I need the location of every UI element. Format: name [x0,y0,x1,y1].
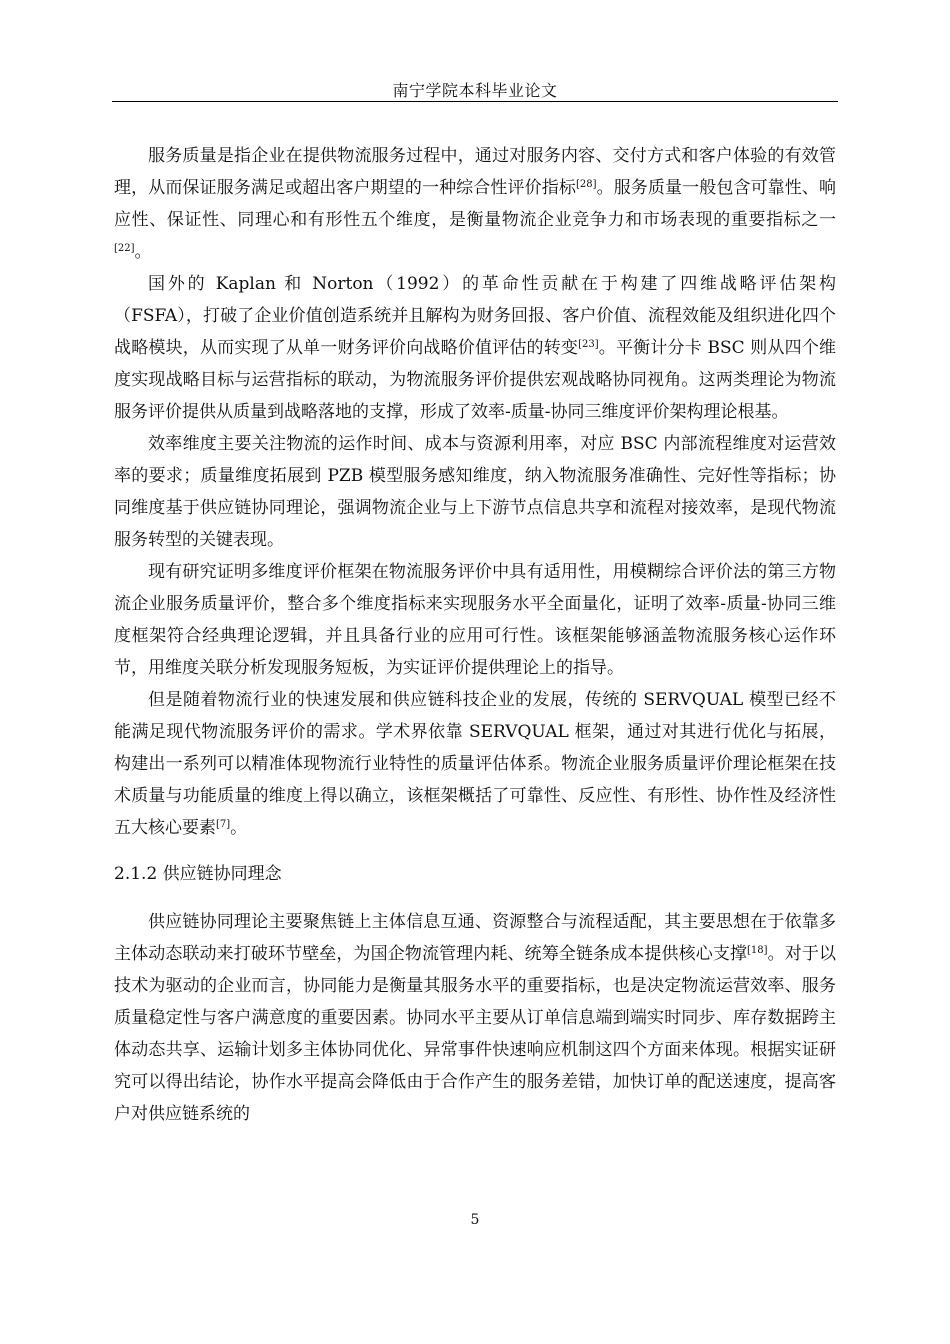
header-divider [112,101,838,102]
citation-ref: [28] [575,179,597,190]
paragraph-text: 供应链协同理论主要聚焦链上主体信息互通、资源整合与流程适配，其主要思想在于依靠多主体动态联动来打破环节壁垒，为国企物流管理内耗、统筹全链条成本提供核心支撑 [114,912,836,964]
paragraph-text: 。 [230,818,248,838]
paragraph-text: 。对于以技术为驱动的企业而言，协同能力是衡量其服务水平的重要指标，也是决定物流运营效率、服务质量稳定性与客户满意度的重要因素。协同水平主要从订单信息端到端实时同步、库存数据跨主体动态共享、运输计划多主体协同优化、异常事件快速响应机制这四个方面来体现。根据实证研究可以得出结论，协作水平提高会降低由于合作产生的服务差错，加快订单的配送速度，提高客户对供应链系统的 [114,944,836,1124]
paragraph-text: 。平衡计分卡 BSC 则从四个维度实现战略目标与运营指标的联动，为物流服务评价提供宏观战略协同视角。这两类理论为物流服务评价提供从质量到战略落地的支撑，形成了效率-质量-协同三维度评价架构理论根基。 [114,338,837,422]
paragraph-text: 服务质量是指企业在提供物流服务过程中，通过对服务内容、交付方式和客户体验的有效管理，从而保证服务满足或超出客户期望的一种综合性评价指标 [114,146,836,198]
paragraph-supply-chain-collaboration [114,906,836,1130]
citation-ref: [7] [216,819,231,830]
paragraph-efficiency-dimension [114,428,836,556]
paragraph-kaplan-norton [114,268,836,428]
paragraph-text: 。服务质量一般包含可靠性、响应性、保证性、同理心和有形性五个维度，是衡量物流企业竞争力和市场表现的重要指标之一 [114,178,837,230]
citation-ref: [18] [747,945,768,956]
paragraph-text: 效率维度主要关注物流的运作时间、成本与资源利用率，对应 BSC 内部流程维度对运营效率的要求；质量维度拓展到 PZB 模型服务感知维度，纳入物流服务准确性、完好性等指标；协同维度基于供应链协同理论，强调物流企业与上下游节点信息共享和流程对接效率，是现代物流服务转型的关键表现。 [114,434,836,550]
page-header-title: 南宁学院本科毕业论文 [392,81,558,100]
paragraph-servqual [114,684,836,844]
citation-ref: [22] [114,243,135,254]
paragraph-multi-dimension-framework [114,556,836,684]
citation-ref: [23] [578,339,599,350]
paragraph-service-quality [114,140,836,268]
section-heading: 2.1.2 供应链协同理念 [114,864,282,884]
paragraph-text: 国外的 Kaplan 和 Norton（1992）的革命性贡献在于构建了四维战略评估架构（FSFA），打破了企业价值创造系统并且解构为财务回报、客户价值、流程效能及组织进化四个战略模块，从而实现了从单一财务评价向战略价值评估的转变 [114,274,836,358]
paragraph-text: 但是随着物流行业的快速发展和供应链科技企业的发展，传统的 SERVQUAL 模型已经不能满足现代物流服务评价的需求。学术界依靠 SERVQUAL 框架，通过对其进行优化与拓展，构建出一系列可以精准体现物流行业特性的质量评估体系。物流企业服务质量评价理论框架在技术质量与功能质量的维度上得以确立，该框架概括了可靠性、反应性、有形性、协作性及经济性五大核心要素 [114,690,836,838]
paragraph-text: 。 [134,242,152,262]
paragraph-text: 现有研究证明多维度评价框架在物流服务评价中具有适用性，用模糊综合评价法的第三方物流企业服务质量评价，整合多个维度指标来实现服务水平全面量化，证明了效率-质量-协同三维度框架符合经典理论逻辑，并且具备行业的应用可行性。该框架能够涵盖物流服务核心运作环节，用维度关联分析发现服务短板，为实证评价提供理论上的指导。 [114,562,836,678]
page-number: 5 [470,1212,480,1228]
body-content [114,140,836,1130]
